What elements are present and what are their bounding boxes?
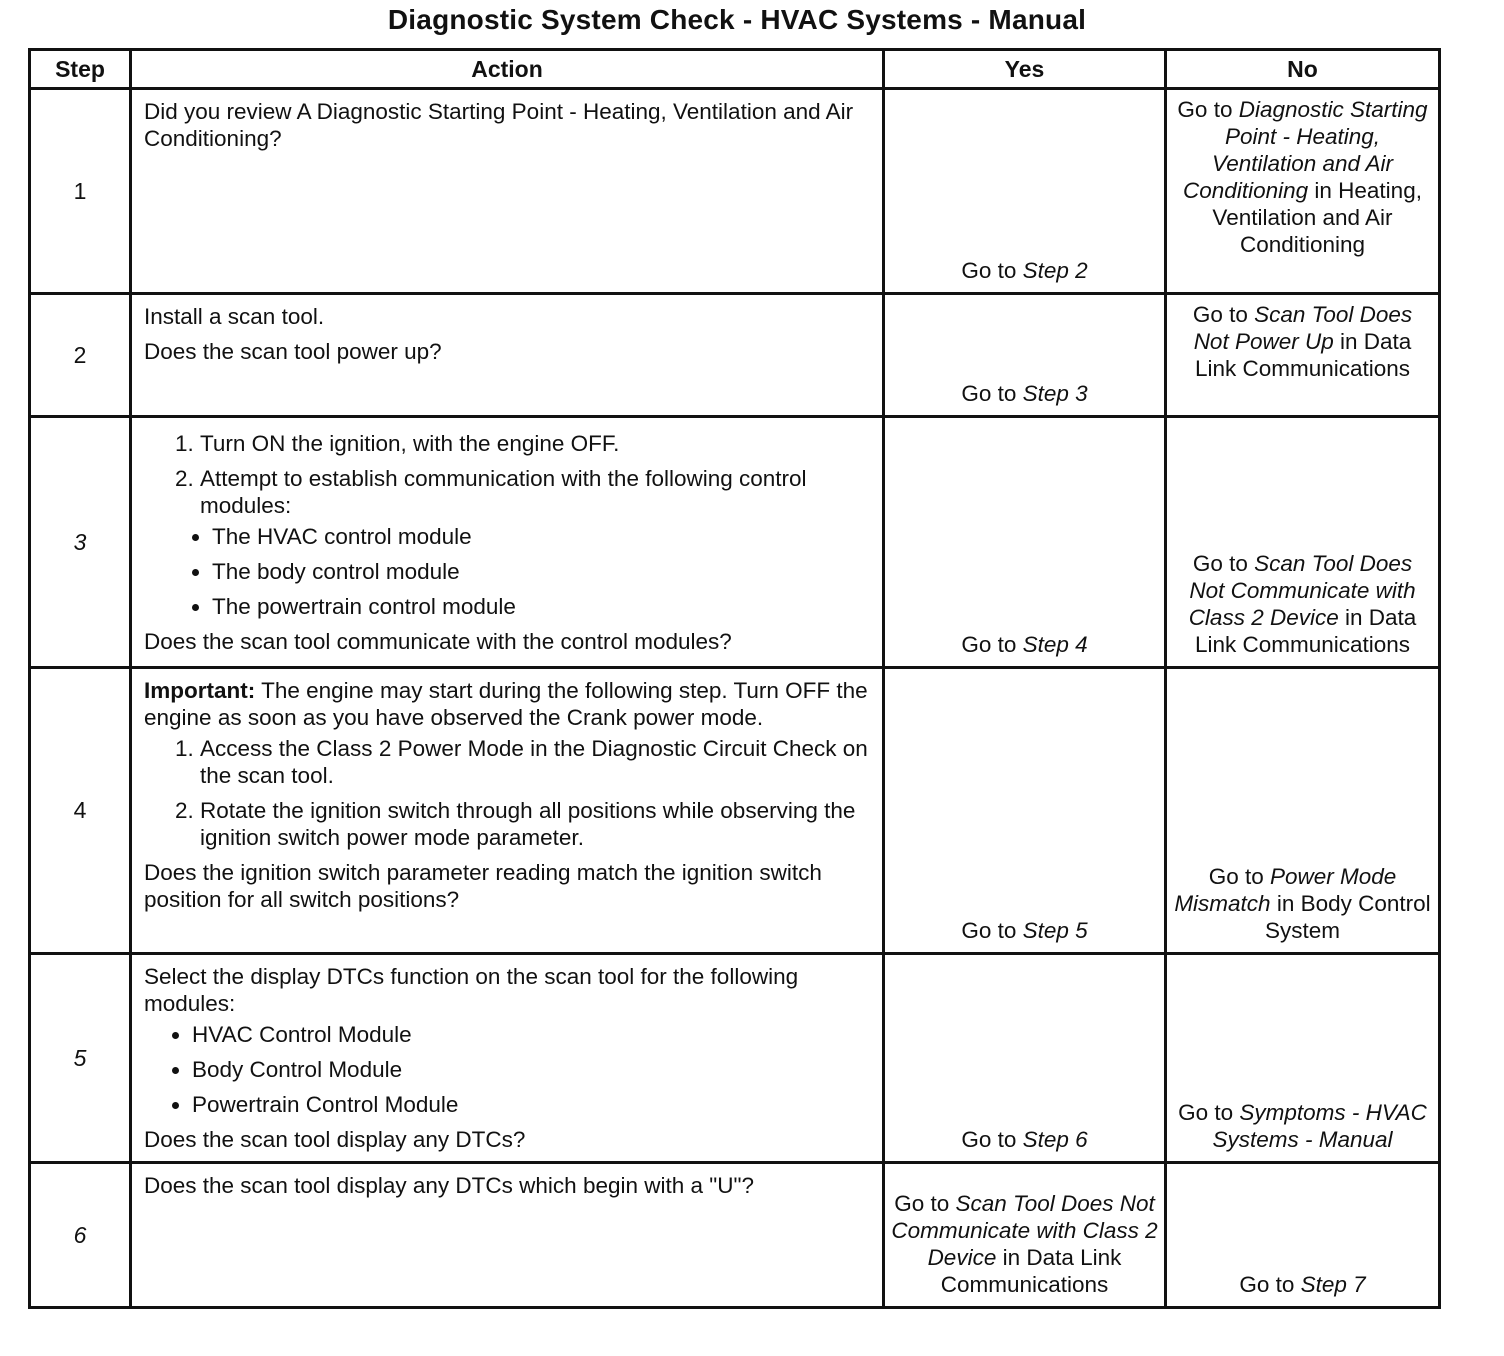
yes-cell xyxy=(884,668,1166,954)
no-prefix: Go to xyxy=(1192,302,1248,327)
no-cell xyxy=(1166,1163,1440,1308)
important-label: Important: xyxy=(144,678,256,703)
numbered-steps xyxy=(144,430,872,620)
yes-link[interactable]: Step 4 xyxy=(1022,632,1088,657)
no-cell xyxy=(1166,294,1440,417)
action-cell xyxy=(131,1163,884,1308)
list-item: • The powertrain control module xyxy=(212,593,872,620)
no-cell xyxy=(1166,89,1440,294)
yes-prefix: Go to xyxy=(961,918,1017,943)
action-question: Does the scan tool display any DTCs which begin with a "U"? xyxy=(144,1173,755,1198)
list-item: • The HVAC control module xyxy=(212,523,872,550)
list-item: • Body Control Module xyxy=(192,1056,872,1083)
yes-prefix: Go to xyxy=(894,1191,950,1216)
yes-link[interactable]: Scan Tool Does Not Communicate with Class 2 Device xyxy=(891,1191,1158,1270)
yes-cell xyxy=(884,417,1166,668)
header-row xyxy=(30,50,1440,89)
action-question: Does the ignition switch parameter reading match the ignition switch position for all switch positions? xyxy=(144,860,822,912)
table-row xyxy=(30,1163,1440,1308)
action-question: Does the scan tool power up? xyxy=(144,339,442,364)
no-cell xyxy=(1166,668,1440,954)
header-action: Action xyxy=(131,50,884,89)
no-link[interactable]: Diagnostic Starting Point - Heating, Ventilation and Air Conditioning xyxy=(1183,97,1428,203)
table-row xyxy=(30,954,1440,1163)
action-text: Did you review A Diagnostic Starting Point - Heating, Ventilation and Air Conditioning? xyxy=(144,99,854,151)
no-prefix: Go to xyxy=(1177,97,1233,122)
step-number: 5 xyxy=(30,954,131,1163)
numbered-steps xyxy=(144,735,872,851)
no-link[interactable]: Step 7 xyxy=(1300,1272,1366,1297)
list-item: • The body control module xyxy=(212,558,872,585)
list-item: 2. Rotate the ignition switch through all positions while observing the ignition switch power mode parameter. xyxy=(200,797,872,851)
step-number: 4 xyxy=(30,668,131,954)
yes-cell xyxy=(884,89,1166,294)
no-link[interactable]: Scan Tool Does Not Communicate with Class 2 Device xyxy=(1188,551,1416,630)
list-item xyxy=(200,465,872,620)
action-cell xyxy=(131,89,884,294)
no-prefix: Go to xyxy=(1239,1272,1295,1297)
action-question: Does the scan tool communicate with the control modules? xyxy=(144,629,732,654)
no-prefix: Go to xyxy=(1178,1100,1234,1125)
no-link[interactable]: Scan Tool Does Not Power Up xyxy=(1193,302,1413,354)
no-cell xyxy=(1166,954,1440,1163)
yes-prefix: Go to xyxy=(961,1127,1017,1152)
step-number: 3 xyxy=(30,417,131,668)
step-number: 2 xyxy=(30,294,131,417)
table-row xyxy=(30,89,1440,294)
important-note xyxy=(144,677,872,731)
yes-suffix: in Data Link Communications xyxy=(940,1245,1122,1297)
action-question: Does the scan tool display any DTCs? xyxy=(144,1127,526,1152)
action-cell xyxy=(131,954,884,1163)
yes-link[interactable]: Step 6 xyxy=(1022,1127,1088,1152)
table-row xyxy=(30,668,1440,954)
list-item: 1. Access the Class 2 Power Mode in the Diagnostic Circuit Check on the scan tool. xyxy=(200,735,872,789)
no-link[interactable]: Power Mode Mismatch xyxy=(1174,864,1397,916)
header-step: Step xyxy=(30,50,131,89)
list-item-text: Attempt to establish communication with the following control modules: xyxy=(200,466,807,518)
header-no: No xyxy=(1166,50,1440,89)
yes-prefix: Go to xyxy=(961,632,1017,657)
action-text: Install a scan tool. xyxy=(144,304,325,329)
no-suffix: in Heating, Ventilation and Air Conditioning xyxy=(1212,178,1422,257)
yes-cell xyxy=(884,294,1166,417)
yes-prefix: Go to xyxy=(961,258,1017,283)
yes-link[interactable]: Step 5 xyxy=(1022,918,1088,943)
no-prefix: Go to xyxy=(1192,551,1248,576)
action-cell xyxy=(131,668,884,954)
step-number: 6 xyxy=(30,1163,131,1308)
action-cell xyxy=(131,294,884,417)
no-cell xyxy=(1166,417,1440,668)
step-number: 1 xyxy=(30,89,131,294)
list-item: • HVAC Control Module xyxy=(192,1021,872,1048)
list-item: • Powertrain Control Module xyxy=(192,1091,872,1118)
important-text: The engine may start during the following step. Turn OFF the engine as soon as you have observed the Crank power mode. xyxy=(144,678,868,730)
yes-cell xyxy=(884,954,1166,1163)
list-item: 1. Turn ON the ignition, with the engine OFF. xyxy=(200,430,872,457)
table-row xyxy=(30,417,1440,668)
yes-link[interactable]: Step 3 xyxy=(1022,381,1088,406)
header-yes: Yes xyxy=(884,50,1166,89)
no-suffix: in Body Control System xyxy=(1264,891,1431,943)
bullet-list xyxy=(200,523,872,620)
page-title: Diagnostic System Check - HVAC Systems - Manual xyxy=(387,4,1087,35)
no-suffix: in Data Link Communications xyxy=(1194,605,1417,657)
no-prefix: Go to xyxy=(1208,864,1264,889)
bullet-list xyxy=(144,1021,872,1118)
yes-link[interactable]: Step 2 xyxy=(1022,258,1088,283)
yes-cell xyxy=(884,1163,1166,1308)
no-suffix: in Data Link Communications xyxy=(1194,329,1412,381)
yes-prefix: Go to xyxy=(961,381,1017,406)
diagnostic-table xyxy=(28,48,1441,1309)
table-row xyxy=(30,294,1440,417)
action-text: Select the display DTCs function on the scan tool for the following modules: xyxy=(144,964,799,1016)
no-link[interactable]: Symptoms - HVAC Systems - Manual xyxy=(1212,1100,1427,1152)
action-cell xyxy=(131,417,884,668)
